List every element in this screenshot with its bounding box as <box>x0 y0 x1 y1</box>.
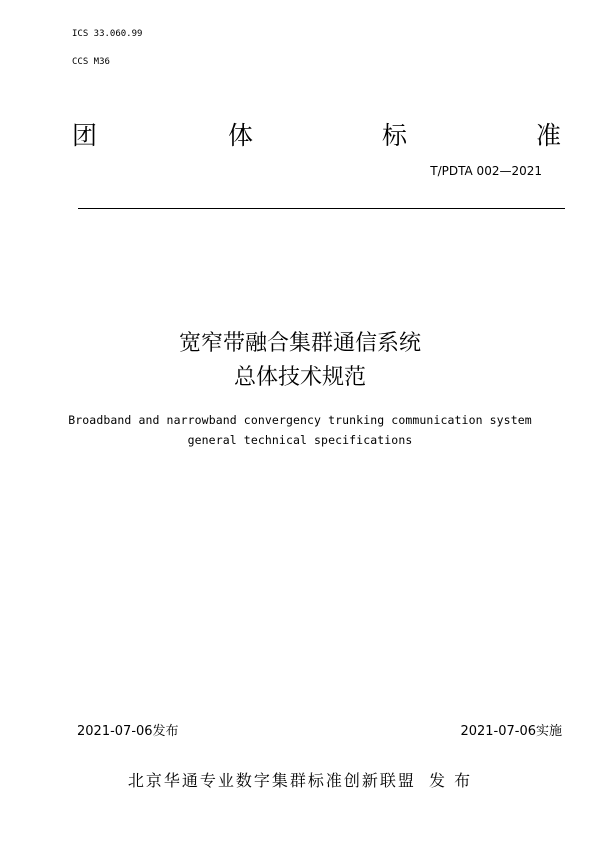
title-en-line1: Broadband and narrowband convergency trunking communication system <box>68 413 532 427</box>
implement-date: 2021-07-06实施 <box>460 724 562 739</box>
ics-code: ICS 33.060.99 <box>72 29 143 39</box>
publish-label: 发 布 <box>429 771 473 790</box>
title-zh-line1: 宽窄带融合集群通信系统 <box>178 331 421 356</box>
header-divider <box>78 208 565 209</box>
release-date: 2021-07-06发布 <box>77 724 179 739</box>
ccs-code: CCS M36 <box>72 57 110 67</box>
title-zh-line2: 总体技术规范 <box>233 365 366 390</box>
standard-type-char-3: 标 <box>382 121 408 150</box>
publisher-line <box>0 768 600 791</box>
title-en-line2: general technical specifications <box>187 433 413 447</box>
standard-type-char-4: 准 <box>536 121 562 150</box>
standard-type-char-1: 团 <box>72 121 98 150</box>
standard-type-char-2: 体 <box>228 121 254 150</box>
publisher-name: 北京华通专业数字集群标准创新联盟 <box>127 771 416 790</box>
standard-number: T/PDTA 002—2021 <box>430 164 542 178</box>
